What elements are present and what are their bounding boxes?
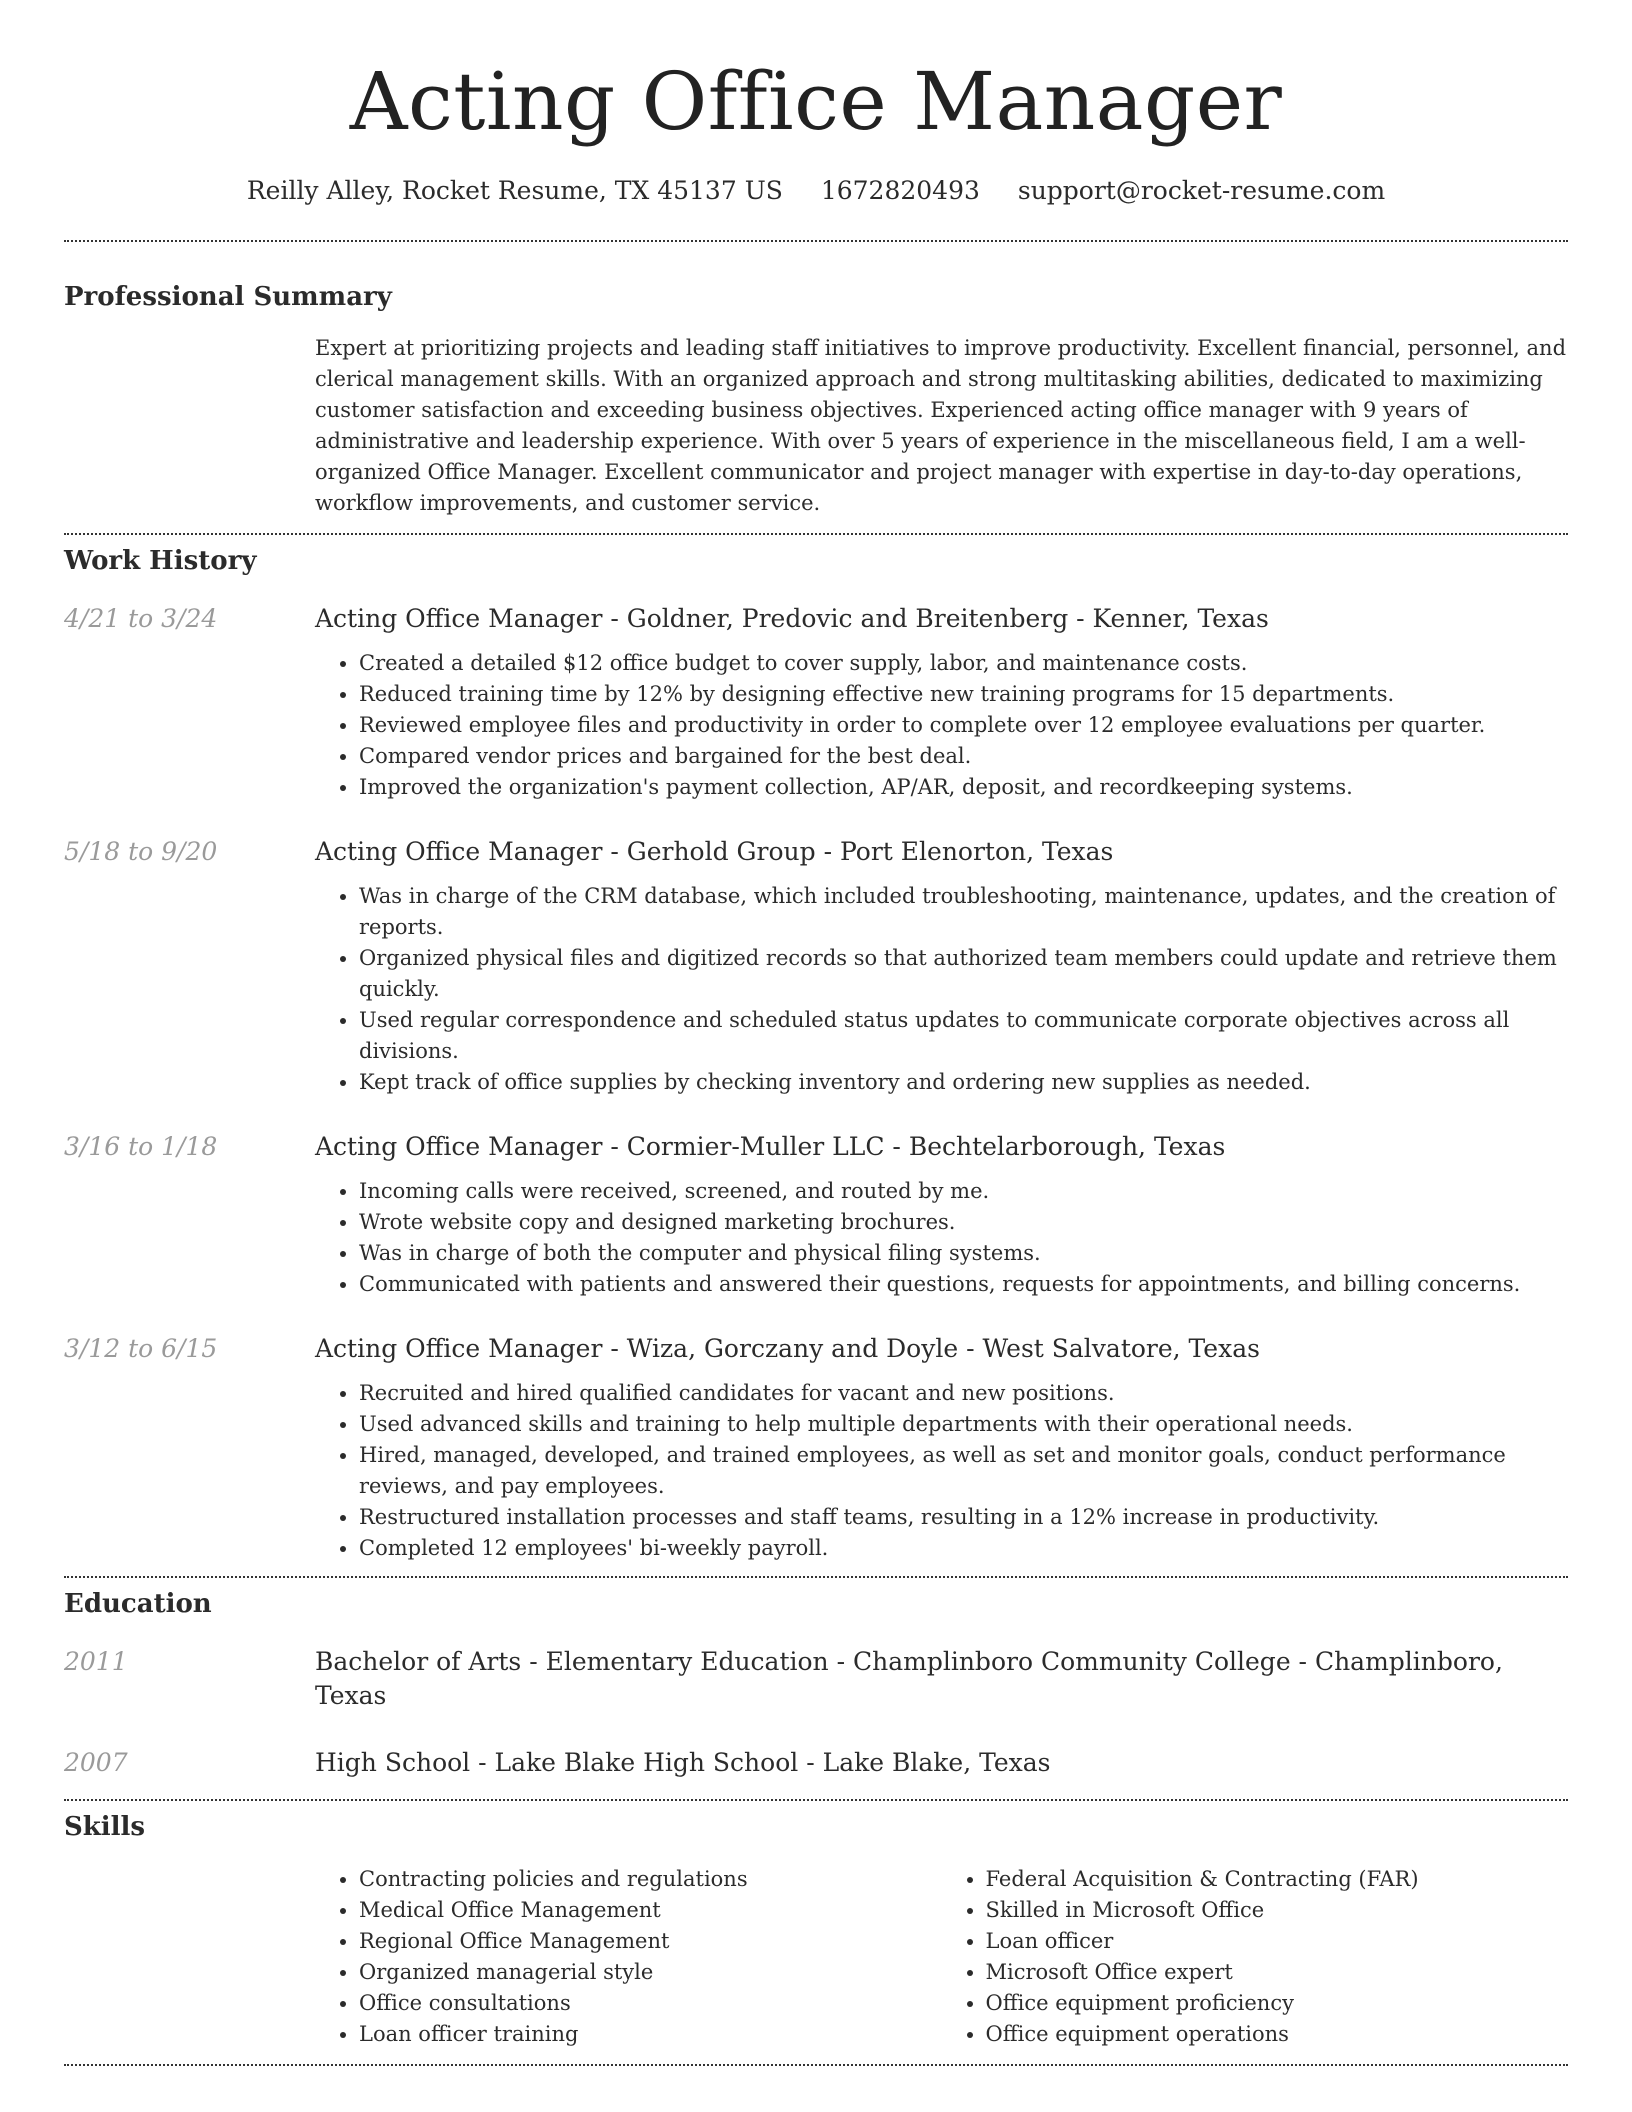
summary-text: Expert at prioritizing projects and leading staff initiatives to improve productivity. Excellent financial, personnel, and clerical management skills. With an organized approach and strong multitasking abilities, dedicated to maximizing customer satisfaction and exceeding business objectives. Experienced acting office manager with 9 years of administrative and leadership experience. With over 5 years of experience in the miscellaneous field, I am a well-organized Office Manager. Excellent communicator and project manager with expertise in day-to-day operations, workflow improvements, and customer service.: [315, 336, 1567, 515]
skill-item: • Organized managerial style: [359, 1957, 942, 1988]
section-title-skills: Skills: [64, 1812, 146, 1842]
job-bullet: • Communicated with patients and answered their questions, requests for appointments, and billing concerns.: [359, 1269, 1568, 1300]
skill-item: • Microsoft Office expert: [986, 1957, 1569, 1988]
education-entry: [64, 1746, 1568, 1780]
job-heading: Acting Office Manager - Cormier-Muller LLC - Bechtelarborough, Texas: [315, 1132, 1226, 1161]
job-bullet: • Completed 12 employees' bi-weekly payroll.: [359, 1533, 1568, 1564]
resume-name: Acting Office Manager: [349, 55, 1283, 148]
job-heading: Acting Office Manager - Goldner, Predovic and Breitenberg - Kenner, Texas: [315, 604, 1269, 633]
contact-email: support@rocket-resume.com: [1017, 176, 1386, 205]
skill-item: • Contracting policies and regulations: [359, 1864, 942, 1895]
job-entry: [64, 835, 1568, 1098]
contact-address: Reilly Alley, Rocket Resume, TX 45137 US: [246, 176, 783, 205]
job-bullet: • Wrote website copy and designed marketing brochures.: [359, 1207, 1568, 1238]
job-bullet: • Kept track of office supplies by checking inventory and ordering new supplies as needed.: [359, 1067, 1568, 1098]
job-entry: [64, 1332, 1568, 1564]
education-heading: Bachelor of Arts - Elementary Education - Champlinboro Community College - Champlinboro, Texas: [315, 1647, 1503, 1710]
section-title-education: Education: [64, 1589, 212, 1619]
contact-line: [64, 174, 1568, 208]
summary-section: [64, 242, 1568, 519]
job-bullets: [315, 648, 1568, 803]
section-title-summary: Professional Summary: [64, 282, 392, 312]
job-dates: 3/16 to 1/18: [64, 1132, 218, 1161]
skill-item: • Loan officer training: [359, 2019, 942, 2050]
divider: [64, 2064, 1568, 2066]
job-bullet: • Restructured installation processes and staff teams, resulting in a 12% increase in productivity.: [359, 1502, 1568, 1533]
skills-section: [64, 1801, 1568, 2050]
job-bullets: [315, 881, 1568, 1098]
education-section: [64, 1578, 1568, 1780]
job-bullet: • Used regular correspondence and scheduled status updates to communicate corporate objectives across all divisions.: [359, 1005, 1568, 1067]
section-title-work-history: Work History: [64, 546, 257, 576]
job-bullet: • Reduced training time by 12% by designing effective new training programs for 15 departments.: [359, 679, 1568, 710]
skills-list-left: [315, 1864, 942, 2050]
job-bullet: • Recruited and hired qualified candidates for vacant and new positions.: [359, 1378, 1568, 1409]
job-heading: Acting Office Manager - Gerhold Group - Port Elenorton, Texas: [315, 837, 1114, 866]
job-bullet: • Improved the organization's payment collection, AP/AR, deposit, and recordkeeping systems.: [359, 772, 1568, 803]
job-bullet: • Was in charge of both the computer and physical filing systems.: [359, 1238, 1568, 1269]
contact-phone: 1672820493: [820, 176, 980, 205]
skill-item: • Federal Acquisition & Contracting (FAR): [986, 1864, 1569, 1895]
skill-item: • Office consultations: [359, 1988, 942, 2019]
job-bullet: • Used advanced skills and training to help multiple departments with their operational needs.: [359, 1409, 1568, 1440]
job-bullet: • Organized physical files and digitized records so that authorized team members could update and retrieve them quickly.: [359, 943, 1568, 1005]
skill-item: • Regional Office Management: [359, 1926, 942, 1957]
job-entry: [64, 602, 1568, 803]
job-dates: 5/18 to 9/20: [64, 837, 218, 866]
education-year: 2011: [64, 1647, 128, 1676]
skill-item: • Office equipment proficiency: [986, 1988, 1569, 2019]
job-entry: [64, 1130, 1568, 1300]
job-heading: Acting Office Manager - Wiza, Gorczany and Doyle - West Salvatore, Texas: [315, 1334, 1260, 1363]
job-bullet: • Reviewed employee files and productivity in order to complete over 12 employee evaluations per quarter.: [359, 710, 1568, 741]
skill-item: • Skilled in Microsoft Office: [986, 1895, 1569, 1926]
job-bullet: • Hired, managed, developed, and trained employees, as well as set and monitor goals, conduct performance reviews, and pay employees.: [359, 1440, 1568, 1502]
job-bullets: [315, 1176, 1568, 1300]
work-history-section: [64, 535, 1568, 1564]
education-year: 2007: [64, 1748, 128, 1777]
education-heading: High School - Lake Blake High School - Lake Blake, Texas: [315, 1748, 1051, 1777]
job-bullet: • Compared vendor prices and bargained for the best deal.: [359, 741, 1568, 772]
job-dates: 4/21 to 3/24: [64, 604, 218, 633]
job-bullet: • Was in charge of the CRM database, which included troubleshooting, maintenance, updates, and the creation of reports.: [359, 881, 1568, 943]
education-entry: [64, 1645, 1568, 1713]
job-bullets: [315, 1378, 1568, 1564]
job-bullet: • Created a detailed $12 office budget to cover supply, labor, and maintenance costs.: [359, 648, 1568, 679]
skill-item: • Office equipment operations: [986, 2019, 1569, 2050]
job-dates: 3/12 to 6/15: [64, 1334, 218, 1363]
skill-item: • Loan officer: [986, 1926, 1569, 1957]
skills-list-right: [942, 1864, 1569, 2050]
job-bullet: • Incoming calls were received, screened, and routed by me.: [359, 1176, 1568, 1207]
skill-item: • Medical Office Management: [359, 1895, 942, 1926]
